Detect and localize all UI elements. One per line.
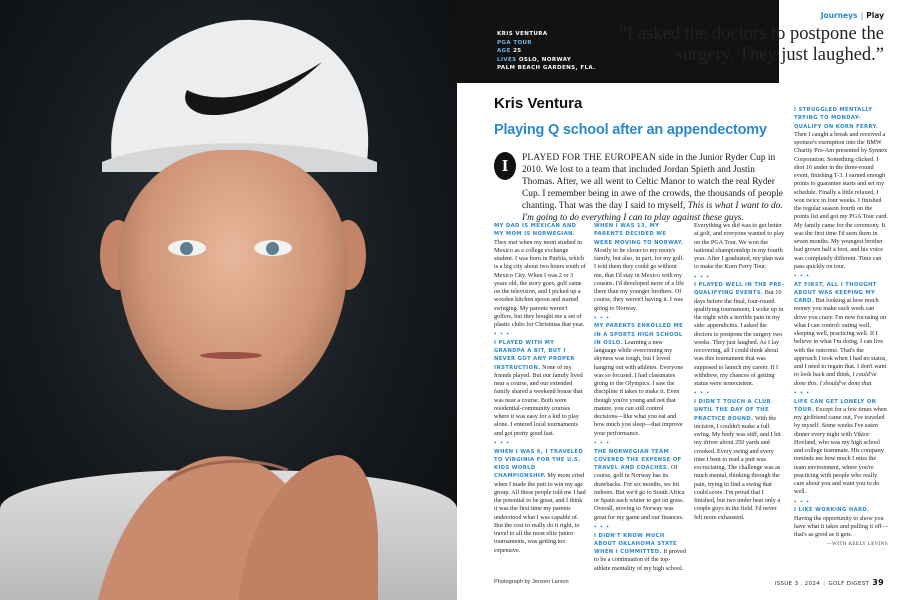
separator-dots: • • • [794, 272, 810, 280]
col4-lead-2: AT FIRST, ALL I THOUGHT ABOUT WAS KEEPING MY CARD. [794, 281, 877, 305]
magazine-name: GOLF DIGEST [828, 581, 870, 587]
col1-body-3: My mom cried when I made the putt to win my age group. All these people told me I had the potential to be great, and I think it was the first time my parents understood what I was capable of. But the cost to really do it right, to travel to all the most elite junior tournaments, was getting too expensive. [494, 472, 586, 554]
pull-quote: “I asked the doctors to postpone the surgery. They just laughed.” [618, 24, 884, 65]
separator-dots: • • • [494, 330, 510, 339]
col2-body-4: It proved to be a continuation of the top-athlete mentality of my high school. [594, 548, 686, 572]
face [118, 150, 348, 410]
col4-body-3: Except for a few times when my girlfriend came out, I've traveled by myself. Some weeks I've eaten dinner every night with Viktor Hovland, who was my high school and college teammate. His company reminds me how much I miss the team environment, where you're practicing with people who really care about you and want you to do well. [794, 405, 887, 496]
intro-paragraph [494, 152, 785, 224]
column-4 [794, 106, 888, 548]
col3-lead-2: I DIDN'T TOUCH A CLUB UNTIL THE DAY OF THE PRACTICE ROUND. [694, 399, 771, 422]
separator-dots: • • • [694, 389, 710, 398]
photo-credit: Photograph by Jensen Larson [494, 579, 569, 585]
separator-dots: • • • [794, 497, 810, 506]
mouth [200, 352, 262, 359]
col2-body-2: Learning a new language while overcoming my shyness was tough, but I loved hanging out with athletes. Everyone was so focused. I had classmates going to the Olympics. I saw the discipline it takes to make it. Even though you're young and not that mature, you can still control decisions—like what you eat and how much you sleep—that improve your performance. [594, 338, 684, 437]
page-number: 39 [872, 578, 884, 587]
separator-dots: • • • [594, 438, 610, 447]
left-eye [168, 240, 206, 256]
drop-cap: I [494, 152, 516, 180]
intro-smallcaps: PLAYED FOR THE EUROPEAN [522, 153, 657, 163]
section-secondary: Play [866, 11, 884, 20]
col2-lead-4: I DIDN'T KNOW MUCH ABOUT OKLAHOMA STATE WHEN I COMMITTED. [594, 532, 677, 556]
col2-lead-2: MY PARENTS ENROLLED ME IN A SPORTS HIGH SCHOOL IN OSLO. [594, 323, 684, 346]
bio-block [497, 30, 596, 73]
folio: ISSUE 3 . 2024 | GOLF DIGEST 39 [774, 578, 884, 587]
col3-body-2: With the incision, I couldn't make a full swing. My body was stiff, and I hit my driver about 250 yards and crooked. Every swing and every time I bent to read a putt was excruciating. The challenge was as much mental, thinking through the pain, trying to find a swing that could score. I'm proud that I finished, but two under beat only a couple guys in the field. I'd never felt more exhausted. [694, 414, 781, 521]
intro-italic: This is what I want to do. I'm going to do everything I can to play against these guys. [522, 201, 783, 224]
separator-dots: • • • [594, 313, 610, 322]
bio-age-label: AGE [497, 48, 511, 55]
bio-lives-1: OSLO, NORWAY [518, 56, 572, 63]
col4-lead-4: I LIKE WORKING HARD. [794, 507, 870, 514]
col2-lead-1: WHEN I WAS 13, MY PARENTS DECIDED WE WERE MOVING TO NORWAY. [594, 223, 684, 246]
bio-name: KRIS VENTURA [497, 31, 548, 37]
bio-age: 25 [513, 48, 522, 55]
col2-lead-3: THE NORWEGIAN TEAM COVERED THE EXPENSE OF TRAVEL AND COACHES. [594, 448, 682, 472]
byline-credit: —WITH KEELY LEVINS [826, 541, 888, 548]
bio-lives-2: PALM BEACH GARDENS, FLA. [497, 65, 596, 72]
col4-lead-3: LIFE CAN GET LONELY ON TOUR. [794, 398, 877, 413]
col1-lead-1: MY DAD IS MEXICAN AND MY MOM IS NORWEGIAN. [494, 223, 577, 238]
col1-body-2: None of my friends played. But our family lived near a course, and our extended family shared a weekend house that was near a course. Both were residential-community courses where it was easy for a kid to play alone. I entered local tournaments and got pretty good fast. [494, 363, 583, 437]
article-headline: Playing Q school after an appendectomy [494, 122, 767, 138]
col4-body-4: Having the opportunity to show you have what it takes and pulling it off—that's as good as it gets. [794, 514, 888, 539]
col2-body-1: Mostly to be closer to my mom's family, but also, in part, for my golf. I told them they could go without me, that I'd stay in Mexico with my cousins. I'd developed more of a life there than my younger brothers. Of course, they weren't having it. I was going to Norway. [594, 246, 685, 312]
column-1 [494, 222, 586, 555]
section-primary: Journeys [820, 11, 858, 20]
bio-lives-label: LIVES [497, 56, 517, 63]
article-name: Kris Ventura [494, 95, 583, 112]
col1-body-1: They met when my mom studied in Mexico as a college exchange student. I was born in Puebla, which is a big city about two hours south of Mexico City. When I was 2 or 3 years old, the story goes, golf came on the television, and I picked up a wooden kitchen spoon and started swinging. My parents weren't golfers, but they bought me a set of plastic clubs for Christmas that year. [494, 238, 586, 328]
cap-illustration [92, 12, 382, 172]
col3-body-1: But 10 days before the final, four-round qualifying tournament, I woke up in the night with a terrible pain in my side: appendicitis. I asked the doctors to postpone the surgery two weeks. They just laughed. As I lay recovering, all I could think about was this tournament that was supposed to launch my career. If I withdrew, my chances of getting status were nonexistent. [694, 289, 784, 388]
col4-lead-1: I STRUGGLED MENTALLY TRYING TO MONDAY-QUALIFY ON KORN FERRY. [794, 107, 879, 130]
col4-italic-2: I could've done this. I should've done that. [794, 371, 877, 387]
col2-body-3: Of course, golf in Norway has its drawbacks. For six months, we hit indoors. But we'd go to South Africa or Spain each winter to get on grass. Overall, moving to Norway was great for my game and our finances. [594, 464, 685, 521]
column-2 [594, 222, 686, 573]
col1-lead-3: WHEN I WAS 6, I TRAVELED TO VIRGINIA FOR THE U.S. KIDS WORLD CHAMPIONSHIP. [494, 448, 584, 480]
col4-body-1: Then I caught a break and received a sponsor's exemption into the BMW Charity Pro-Am presented by Synnex Corporation. Something clicked. I shot 16 under in the three-round event, finishing T-3. I earned enough points to guarantee starts and set my schedule. Finally a little relaxed, I won twice in four weeks. I finished the regular season fourth on the points list and got my PGA Tour card. My family came for the ceremony. It was the first time I'd seen them in seven months. My youngest brother had grown half a foot, and his voice was completely different. Time can pass quickly on tour. [794, 130, 888, 270]
intro-text: side in the Junior Ryder Cup in 2010. We lost to a team that included Jordan Spieth and Justin Thomas. After, we all went to Celtic Manor to watch the real Ryder Cup. I remember being in awe of the crowds, the thousands of people chanting. That was the day I said to myself, [522, 153, 783, 212]
separator-dots: • • • [594, 522, 610, 531]
right-eye [254, 240, 292, 256]
col3-lead-1: I PLAYED WELL IN THE PRE-QUALIFYING EVENTS. [694, 282, 785, 297]
separator-dots: • • • [794, 388, 810, 397]
col1-lead-2: I PLAYED WITH MY GRANDPA A BIT, BUT I NEVER GOT ANY PROPER INSTRUCTION. [494, 339, 575, 371]
column-3 [694, 222, 786, 522]
issue-label: ISSUE 3 . 2024 [774, 581, 821, 587]
bio-tour: PGA TOUR [497, 39, 533, 46]
col4-body-2: But looking at how much money you make each week can drive you crazy. I'm now focusing on what I can control: eating well, sleeping well, practicing well. If I believe in what I'm doing, I can live with the outcome. That's the approach I took when I had no status, and I need to regain that. I don't want to look back and think, [794, 297, 887, 379]
separator-dots: • • • [494, 438, 510, 447]
section-label: Journeys | Play [820, 11, 884, 20]
col3-body-0: Everything we did was to get better at golf, and everyone wanted to play on the PGA Tour. We won the national championship in my fourth year. After I graduated, my plan was to make the Korn Ferry Tour. [694, 222, 785, 271]
separator-dots: • • • [694, 272, 710, 281]
hands-illustration [98, 400, 378, 600]
